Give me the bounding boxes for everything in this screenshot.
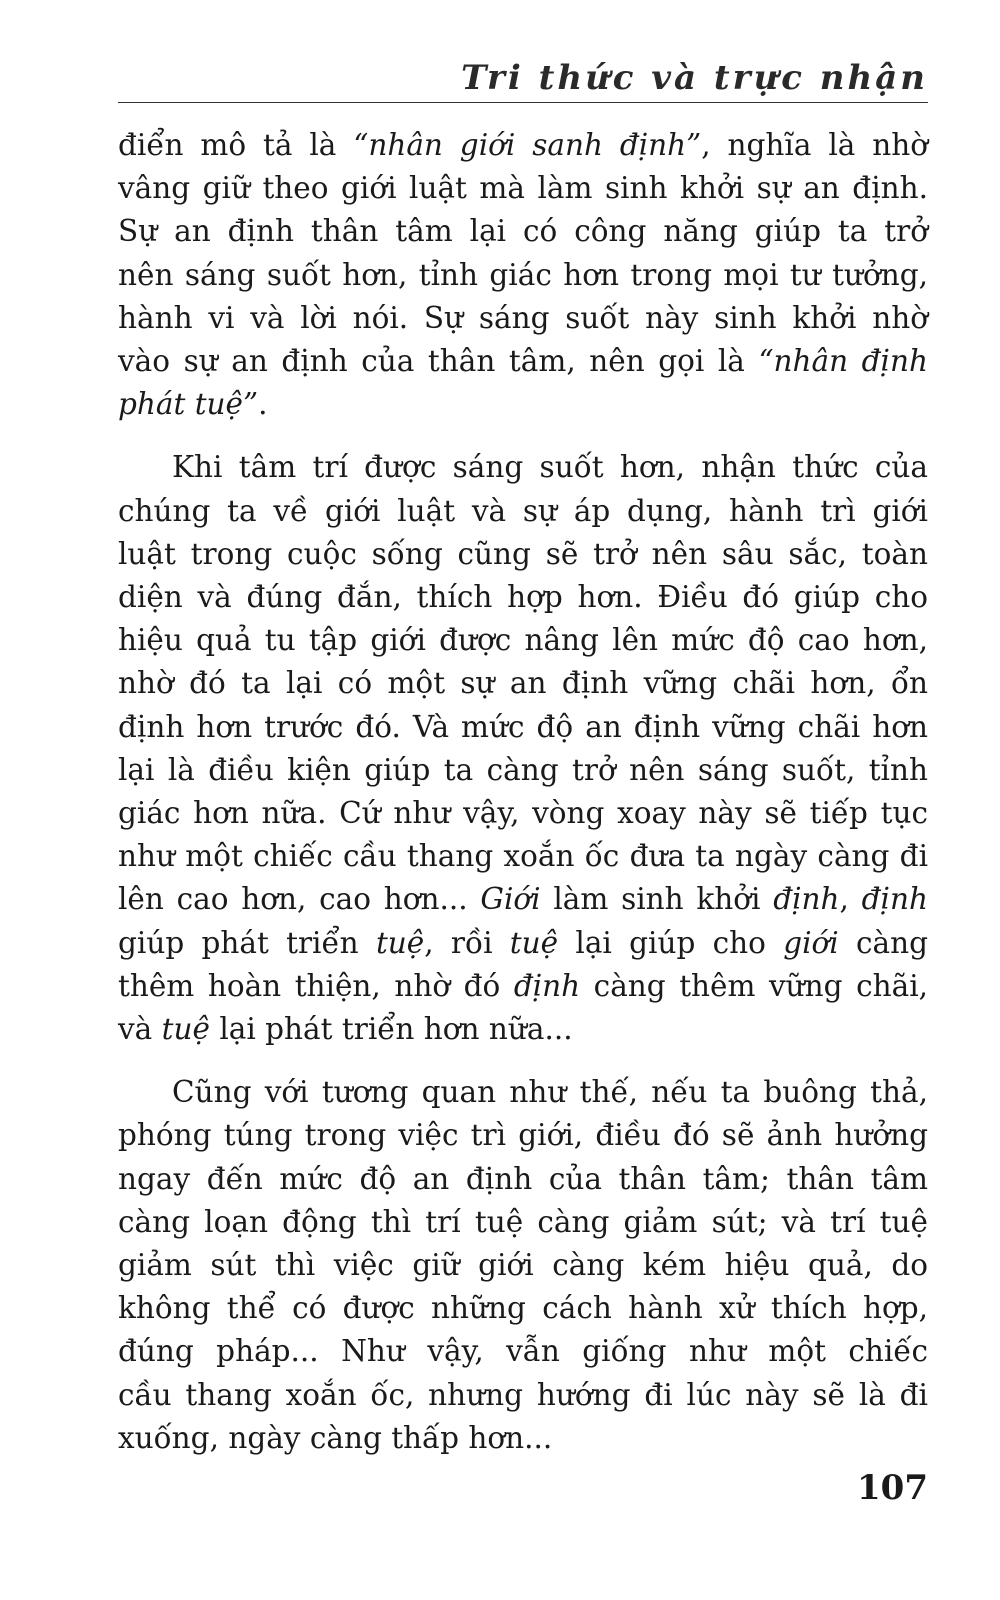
text-run: lên cao hơn, cao hơn... <box>118 882 481 917</box>
header-rule <box>118 102 928 103</box>
text-run: diện và đúng đắn, thích hợp hơn. Điều đó giúp cho <box>118 580 928 615</box>
text-line <box>118 1330 928 1373</box>
text-run: không thể có được những cách hành xử thích hợp, <box>118 1291 928 1326</box>
text-line <box>118 1287 928 1330</box>
text-line <box>118 706 928 749</box>
text-line <box>118 254 928 297</box>
text-line <box>118 490 928 533</box>
text-line <box>118 792 928 835</box>
text-line <box>118 619 928 662</box>
text-run: thêm hoàn thiện, nhờ đó <box>118 968 514 1003</box>
text-run: Khi tâm trí được sáng suốt hơn, nhận thức của <box>172 450 928 485</box>
text-run: và <box>118 1012 162 1047</box>
text-line <box>118 965 928 1008</box>
page-number: 107 <box>857 1468 928 1508</box>
text-run: càng loạn động thì trí tuệ càng giảm sút; và trí tuệ <box>118 1204 928 1239</box>
text-run: hành vi và lời nói. Sự sáng suốt này sinh khởi nhờ <box>118 300 928 335</box>
running-header: Tri thức và trực nhận <box>461 58 928 98</box>
text-run: làm sinh khởi <box>540 882 774 917</box>
text-line <box>118 1201 928 1244</box>
text-line <box>118 1071 928 1114</box>
text-line <box>118 167 928 210</box>
text-line <box>118 1244 928 1287</box>
text-run: nhờ đó ta lại có một sự an định vững chãi hơn, ổn <box>118 666 928 701</box>
text-line <box>118 383 928 426</box>
italic-text-run: “nhân định <box>758 344 928 379</box>
text-line <box>118 1374 928 1417</box>
text-run: luật trong cuộc sống cũng sẽ trở nên sâu sắc, toàn <box>118 536 928 571</box>
text-line <box>118 576 928 619</box>
text-run: giác hơn nữa. Cứ như vậy, vòng xoay này sẽ tiếp tục <box>118 796 928 831</box>
text-run: như một chiếc cầu thang xoắn ốc đưa ta ngày càng đi <box>118 839 928 874</box>
text-run: , <box>839 882 862 917</box>
italic-text-run: tuệ <box>509 925 559 960</box>
text-run: , rồi <box>424 925 510 960</box>
text-line <box>118 1008 928 1051</box>
text-run: nên sáng suốt hơn, tỉnh giác hơn trong mọi tư tưởng, <box>118 257 928 292</box>
text-line <box>118 446 928 489</box>
text-run: chúng ta về giới luật và sự áp dụng, hành trì giới <box>118 493 928 528</box>
text-run: vâng giữ theo giới luật mà làm sinh khởi sự an định. <box>118 171 928 206</box>
italic-text-run: phát tuệ” <box>118 387 259 422</box>
text-line <box>118 878 928 921</box>
text-run: Sự an định thân tâm lại có công năng giúp ta trở <box>118 214 928 249</box>
italic-text-run: định <box>773 882 840 917</box>
paragraph-2 <box>118 446 928 1051</box>
text-run: càng thêm vững chãi, <box>580 968 929 1003</box>
text-run: cầu thang xoắn ốc, nhưng hướng đi lúc này sẽ là đi <box>118 1377 928 1412</box>
text-run: hiệu quả tu tập giới được nâng lên mức độ cao hơn, <box>118 623 928 658</box>
text-run: càng <box>838 925 928 960</box>
text-run: ngay đến mức độ an định của thân tâm; thân tâm <box>118 1161 928 1196</box>
text-run: điển mô tả là <box>118 128 354 162</box>
body-text <box>118 124 928 1460</box>
italic-text-run: Giới <box>480 882 541 917</box>
text-run: . <box>258 387 268 422</box>
text-line <box>118 1417 928 1460</box>
text-run: lại giúp cho <box>558 925 784 960</box>
text-run: lại là điều kiện giúp ta càng trở nên sáng suốt, tỉnh <box>118 752 928 787</box>
text-run: định hơn trước đó. Và mức độ an định vững chãi hơn <box>118 709 928 744</box>
text-line <box>118 210 928 253</box>
text-run: giảm sút thì việc giữ giới càng kém hiệu quả, do <box>118 1248 928 1283</box>
italic-text-run: định <box>513 968 581 1003</box>
text-line <box>118 297 928 340</box>
paragraph-3 <box>118 1071 928 1460</box>
text-run: lại phát triển hơn nữa... <box>209 1012 573 1047</box>
text-run: xuống, ngày càng thấp hơn... <box>118 1420 553 1455</box>
text-line <box>118 1158 928 1201</box>
text-line <box>118 340 928 383</box>
text-line <box>118 835 928 878</box>
italic-text-run: tuệ <box>161 1012 210 1047</box>
text-run: Cũng với tương quan như thế, nếu ta buông thả, <box>172 1075 928 1110</box>
text-line <box>118 662 928 705</box>
text-line <box>118 749 928 792</box>
text-line <box>118 922 928 965</box>
text-run: phóng túng trong việc trì giới, điều đó sẽ ảnh hưởng <box>118 1118 928 1153</box>
text-line <box>118 124 928 167</box>
text-run: đúng pháp... Như vậy, vẫn giống như một chiếc <box>118 1334 928 1369</box>
italic-text-run: “nhân giới sanh định” <box>353 128 702 162</box>
text-run: , nghĩa là nhờ <box>701 128 928 162</box>
italic-text-run: tuệ <box>375 925 425 960</box>
italic-text-run: giới <box>783 925 839 960</box>
paragraph-1 <box>118 124 928 426</box>
text-run: vào sự an định của thân tâm, nên gọi là <box>118 344 759 379</box>
text-run: giúp phát triển <box>118 925 376 960</box>
text-line <box>118 1114 928 1157</box>
text-line <box>118 533 928 576</box>
italic-text-run: định <box>861 882 928 917</box>
